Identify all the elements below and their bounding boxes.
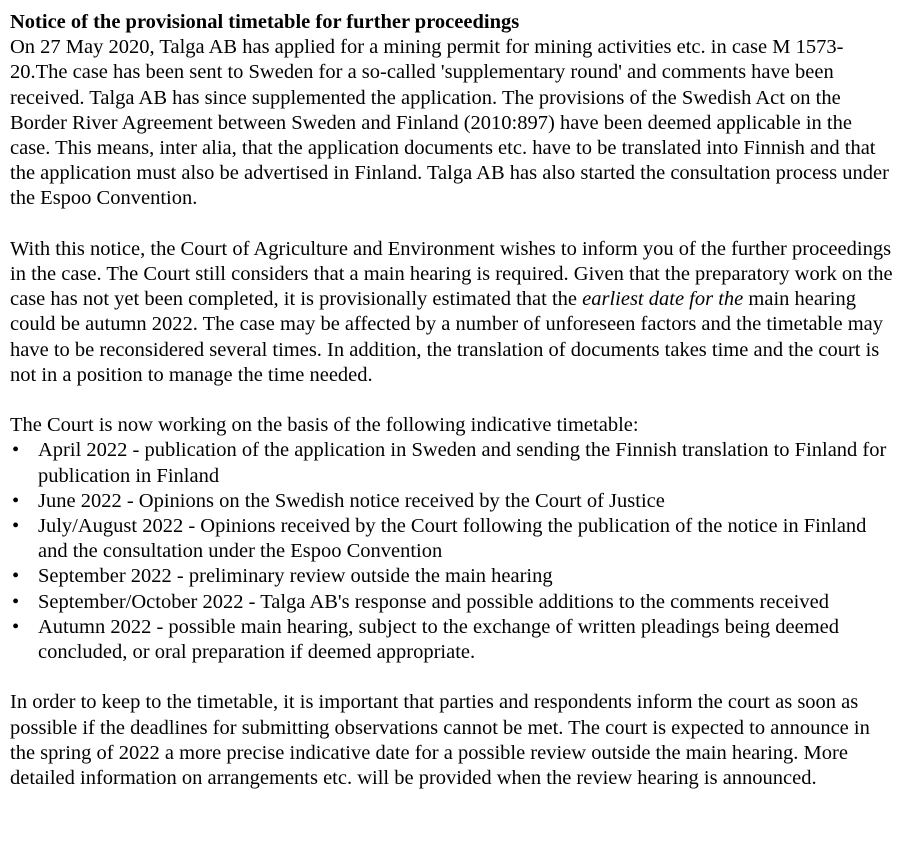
list-item-text: Autumn 2022 - possible main hearing, subject to the exchange of written pleadings being deemed concluded, or oral preparation if deemed appropriate. (38, 615, 840, 664)
list-item-text: July/August 2022 - Opinions received by the Court following the publication of the notice in Finland and the consultation under the Espoo Convention (38, 515, 867, 563)
proceedings-text-start: With this notice, the Court of Agriculture and Environment wishes to inform you of the further proceedings in the case. The Court still considers that a main hearing is required. Given that the preparatory work on the case has not yet been completed, it is provisionally estimated that the (10, 237, 893, 311)
bullet-icon: • (12, 439, 20, 462)
bullet-icon: • (12, 489, 20, 512)
list-item-text: September 2022 - preliminary review outside the main hearing (38, 565, 553, 588)
proceedings-paragraph (10, 237, 893, 388)
paragraph-spacer (10, 388, 893, 413)
timetable-list (10, 438, 893, 665)
list-item (10, 590, 893, 615)
bullet-icon: • (12, 565, 20, 588)
intro-paragraph: On 27 May 2020, Talga AB has applied for a mining permit for mining activities etc. in case M 1573-20.The case has been sent to Sweden for a so-called 'supplementary round' and comments have been received. Talga AB has since supplemented the application. The provisions of the Swedish Act on the Border River Agreement between Sweden and Finland (2010:897) have been deemed applicable in the case. This means, inter alia, that the application documents etc. have to be translated into Finnish and that the application must also be advertised in Finland. Talga AB has also started the consultation process under the Espoo Convention. (10, 36, 889, 210)
list-item-text: September/October 2022 - Talga AB's response and possible additions to the comments received (38, 590, 829, 613)
proceedings-text-end: main hearing could be autumn 2022. The case may be affected by a number of unforeseen factors and the timetable may have to be reconsidered several times. In addition, the translation of documents takes time and the court is not in a position to manage the time needed. (10, 288, 884, 386)
timetable-intro: The Court is now working on the basis of the following indicative timetable: (10, 414, 639, 437)
list-item (10, 489, 893, 514)
notice-title: Notice of the provisional timetable for further proceedings (10, 11, 520, 33)
paragraph-spacer (10, 212, 893, 237)
bullet-icon: • (12, 590, 20, 613)
paragraph-spacer (10, 665, 893, 690)
list-item (10, 564, 893, 589)
bullet-icon: • (12, 615, 20, 638)
list-item (10, 514, 893, 564)
list-item (10, 615, 893, 665)
list-item (10, 438, 893, 488)
bullet-icon: • (12, 515, 20, 538)
list-item-text: June 2022 - Opinions on the Swedish notice received by the Court of Justice (38, 489, 665, 512)
closing-paragraph: In order to keep to the timetable, it is important that parties and respondents inform the court as soon as possible if the deadlines for submitting observations cannot be met. The court is expected to announce in the spring of 2022 a more precise indicative date for a possible review outside the main hearing. More detailed information on arrangements etc. will be provided when the review hearing is announced. (10, 691, 870, 790)
list-item-text: April 2022 - publication of the application in Sweden and sending the Finnish translation to Finland for publication in Finland (38, 439, 887, 487)
emphasized-phrase: earliest date for the (582, 288, 744, 311)
